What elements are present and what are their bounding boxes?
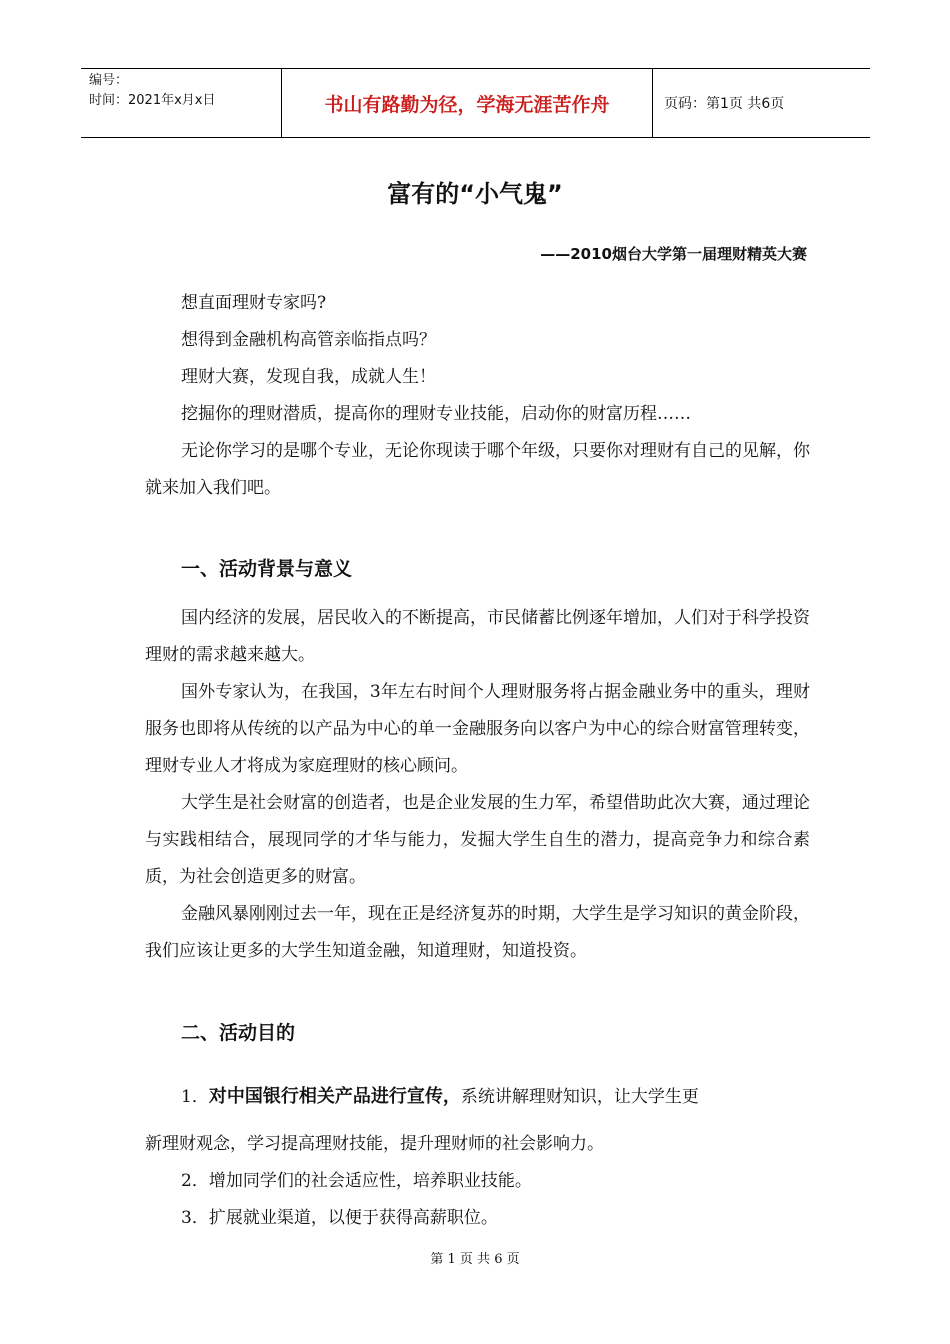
document-subtitle: ——2010烟台大学第一届理财精英大赛	[540, 245, 807, 263]
background-paragraph-3: 大学生是社会财富的创造者，也是企业发展的生力军，希望借助此次大赛，通过理论与实践相结合，展现同学的才华与能力，发掘大学生自生的潜力，提高竞争力和综合素质，为社会创造更多的财富。	[145, 793, 810, 887]
intro-line-3: 理财大赛，发现自我，成就人生！	[181, 367, 436, 387]
purpose-item-1-line-2: 新理财观念，学习提高理财技能，提升理财师的社会影响力。	[145, 1134, 604, 1154]
header-motto: 书山有路勤为径，学海无涯苦作舟	[282, 69, 653, 137]
serial-number-label: 编号：	[89, 73, 129, 88]
header-page-info: 页码：第1页 共6页	[664, 96, 785, 112]
purpose-item-1-text: 系统讲解理财知识，让大学生更	[460, 1087, 699, 1107]
header-table	[81, 68, 870, 138]
intro-line-2: 想得到金融机构高管亲临指点吗？	[181, 330, 436, 350]
page-footer: 第 1 页 共 6 页	[430, 1252, 520, 1267]
purpose-item-3: 3．扩展就业渠道，以便于获得高薪职位。	[181, 1208, 498, 1228]
background-paragraph-1: 国内经济的发展，居民收入的不断提高，市民储蓄比例逐年增加，人们对于科学投资理财的需求越来越大。	[145, 608, 810, 665]
background-paragraph-4: 金融风暴刚刚过去一年，现在正是经济复苏的时期，大学生是学习知识的黄金阶段，我们应该让更多的大学生知道金融，知道理财，知道投资。	[145, 904, 810, 961]
purpose-item-1-emphasis: 对中国银行相关产品进行宣传，	[208, 1086, 461, 1107]
date-label: 时间：2021年x月x日	[89, 93, 216, 108]
section-heading-purpose: 二、活动目的	[181, 1022, 296, 1044]
section-heading-background: 一、活动背景与意义	[181, 558, 353, 580]
document-title: 富有的“小气鬼”	[387, 180, 563, 208]
purpose-item-2: 2．增加同学们的社会适应性，培养职业技能。	[181, 1171, 532, 1191]
intro-line-4: 挖掘你的理财潜质，提高你的理财专业技能，启动你的财富历程……	[181, 404, 691, 424]
background-paragraph-2: 国外专家认为，在我国，3年左右时间个人理财服务将占据金融业务中的重头，理财服务也即将从传统的以产品为中心的单一金融服务向以客户为中心的综合财富管理转变，理财专业人才将成为家庭理财的核心顾问。	[145, 682, 810, 776]
intro-paragraph: 无论你学习的是哪个专业，无论你现读于哪个年级，只要你对理财有自己的见解，你就来加入我们吧。	[145, 441, 810, 498]
header-meta	[81, 69, 282, 137]
purpose-item-1-line-1	[145, 1078, 810, 1116]
purpose-item-1-number: 1．	[181, 1087, 209, 1107]
intro-line-1: 想直面理财专家吗?	[181, 293, 327, 313]
